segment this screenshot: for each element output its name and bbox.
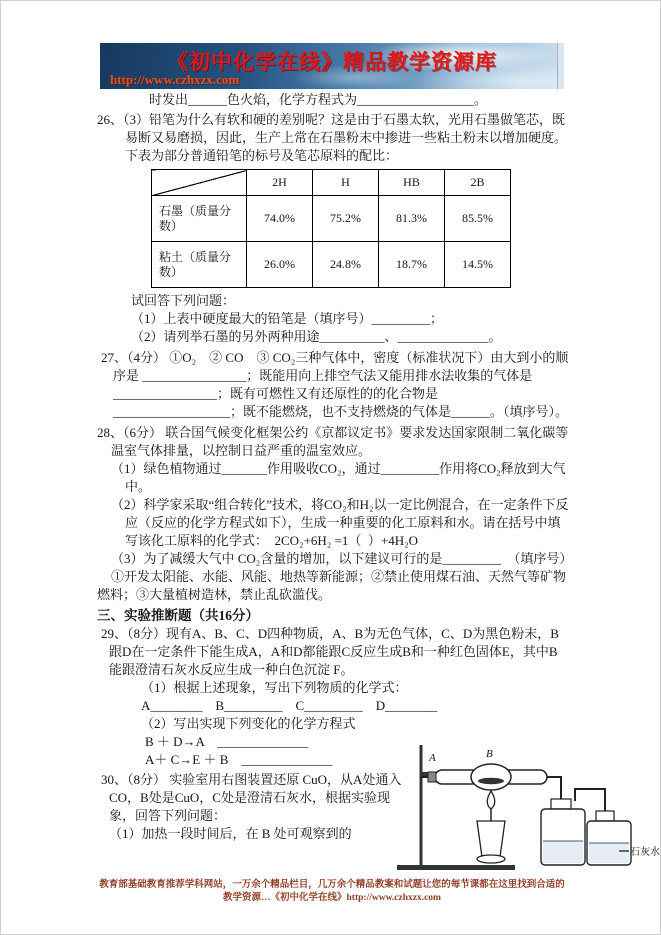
cell-graphite-2h: 74.0% bbox=[247, 196, 313, 242]
banner-edge-strip bbox=[557, 43, 564, 89]
col-header-hb: HB bbox=[379, 170, 445, 196]
q29-sub1: （1）根据上述现象，写出下列物质的化学式： bbox=[141, 680, 408, 695]
q26-stem: 26、（3）铅笔为什么有软和硬的差别呢？这是由于石墨太软，光用石墨做笔芯，既易断又易磨损，因此，生产上常在石墨粉末中掺进一些粘土粉末以增加硬度。下表为部分普通铅笔的标号及笔芯原料的配比： bbox=[97, 112, 568, 163]
cell-clay-hb: 18.7% bbox=[379, 242, 445, 288]
label-b: B bbox=[486, 748, 493, 760]
combustion-tube bbox=[421, 764, 547, 790]
q30-stem: 30、（8分） 实验室用右图装置还原 CuO，从A处通入CO，B处是CuO，C处是澄清石灰水，根据实验现象，回答下列问题： bbox=[101, 772, 402, 823]
alcohol-lamp bbox=[477, 791, 505, 863]
cell-graphite-h: 75.2% bbox=[313, 196, 379, 242]
q29-stem: 29、（8分）现有A、B、C、D四种物质，A、B为无色气体，C、D为黑色粉末，B跟D在一定条件下能生成A，A和D都能跟C反应生成B和一种红色固体E，其中B能跟澄清石灰水反应生成一种白色沉淀 F。 bbox=[101, 626, 559, 677]
bottle2-liquid bbox=[589, 843, 629, 863]
lamp-base bbox=[477, 855, 505, 863]
bottle1-liquid bbox=[543, 841, 583, 863]
q29-equation2: A＋ C→E ＋ B ______________ bbox=[145, 752, 333, 767]
section3-heading: 三、实验推断题（共16分） bbox=[97, 608, 259, 623]
pencil-grade-table bbox=[151, 169, 511, 288]
table-row-graphite bbox=[152, 196, 511, 242]
cell-graphite-hb: 81.3% bbox=[379, 196, 445, 242]
banner-title: 《初中化学在线》精品教学资源库 bbox=[167, 50, 497, 74]
gas-washing-bottle-1 bbox=[541, 799, 585, 865]
footer-line2: 教学资源…《初中化学在线》http://www.czhxzx.com bbox=[223, 892, 441, 903]
col-header-2b: 2B bbox=[445, 170, 511, 196]
table-corner-cell bbox=[152, 170, 247, 196]
q29-equation1: B ＋ D→A ______________ bbox=[145, 734, 309, 749]
q26-sub2: （2）请列举石墨的另外两种用途__________、______________。 bbox=[131, 329, 502, 344]
cell-clay-2h: 26.0% bbox=[247, 242, 313, 288]
row-label-clay: 粘土（质量分数） bbox=[152, 242, 247, 288]
row-label-graphite: 石墨（质量分数） bbox=[152, 196, 247, 242]
label-a: A bbox=[429, 752, 436, 764]
page-footer bbox=[93, 879, 571, 904]
q30-sub1: （1）加热一段时间后，在 B 处可观察到的 bbox=[109, 826, 352, 841]
q28-sub3: （3）为了减缓大气中 CO₂含量的增加，以下建议可行的是_________ （填序号） bbox=[111, 551, 573, 566]
limewater-label: 石灰水 bbox=[630, 847, 660, 858]
q26-sub1: （1）上表中硬度最大的铅笔是（填序号）_________； bbox=[131, 311, 444, 326]
limewater-bottle bbox=[587, 811, 631, 865]
stand-base bbox=[397, 865, 515, 870]
q29-sub2: （2）写出实现下列变化的化学方程式 bbox=[141, 716, 356, 731]
banner-url-text: http://www.czhxzx.com bbox=[110, 72, 240, 87]
table-row-clay bbox=[152, 242, 511, 288]
q26-prompt: 试回答下列问题： bbox=[131, 293, 236, 308]
q27-stem: 27、（4分） ①O₂ ② CO ③ CO₂三种气体中，密度（标准状况下）由大到小的顺序是 ________________；既能用向上排空气法又能用排水法收集的气体是 ________________；既有可燃性又有还原性的的化合物是 __________________；既不能燃烧，也不支持燃烧的气体是______。（填序号）。 bbox=[101, 350, 569, 419]
q28-options: ①开发太阳能、水能、风能、地热等新能源；②禁止使用煤石油、天然气等矿物燃料；③大量植树造林，禁止乱砍滥伐。 bbox=[97, 569, 567, 602]
site-banner bbox=[100, 43, 564, 89]
cell-clay-h: 24.8% bbox=[313, 242, 379, 288]
q28-sub2: （2）科学家采取“组合转化”技术，将CO₂和H₂以一定比例混合，在一定条件下反应（反应的化学方程式如下），生成一种重要的化工原料和水。请在括号中填写该化工原料的化学式： 2CO₂+6H₂ =1（ ）+4H₂O bbox=[111, 497, 569, 548]
cell-clay-2b: 14.5% bbox=[445, 242, 511, 288]
footer-line1: 教育部基础教育推荐学科网站，一万余个精品栏目，几万余个精品教案和试题让您的每节课都在这里找到合适的 bbox=[99, 880, 565, 890]
cuo-powder bbox=[478, 778, 504, 784]
rubber-stopper bbox=[428, 772, 436, 782]
cuo-reduction-apparatus-diagram bbox=[391, 731, 661, 879]
flame-icon bbox=[487, 791, 495, 809]
q28-stem: 28、（6分） 联合国气候变化框架公约《京都议定书》要求发达国家限制二氧化碳等温室气体排量，以控制日益严重的温室效应。 bbox=[97, 425, 569, 458]
col-header-h: H bbox=[313, 170, 379, 196]
col-header-2h: 2H bbox=[247, 170, 313, 196]
cell-graphite-2b: 85.5% bbox=[445, 196, 511, 242]
q29-formula-blanks: A________ B_________ C_________ D________ bbox=[141, 698, 438, 713]
table-header-row bbox=[152, 170, 511, 196]
lamp-body bbox=[477, 821, 505, 857]
flame-blank-line: 时发出______色火焰，化学方程式为__________________。 bbox=[149, 92, 488, 107]
q28-sub1: （1）绿色植物通过_______作用吸收CO₂，通过_________作用将CO₂释放到大气中。 bbox=[111, 461, 566, 494]
